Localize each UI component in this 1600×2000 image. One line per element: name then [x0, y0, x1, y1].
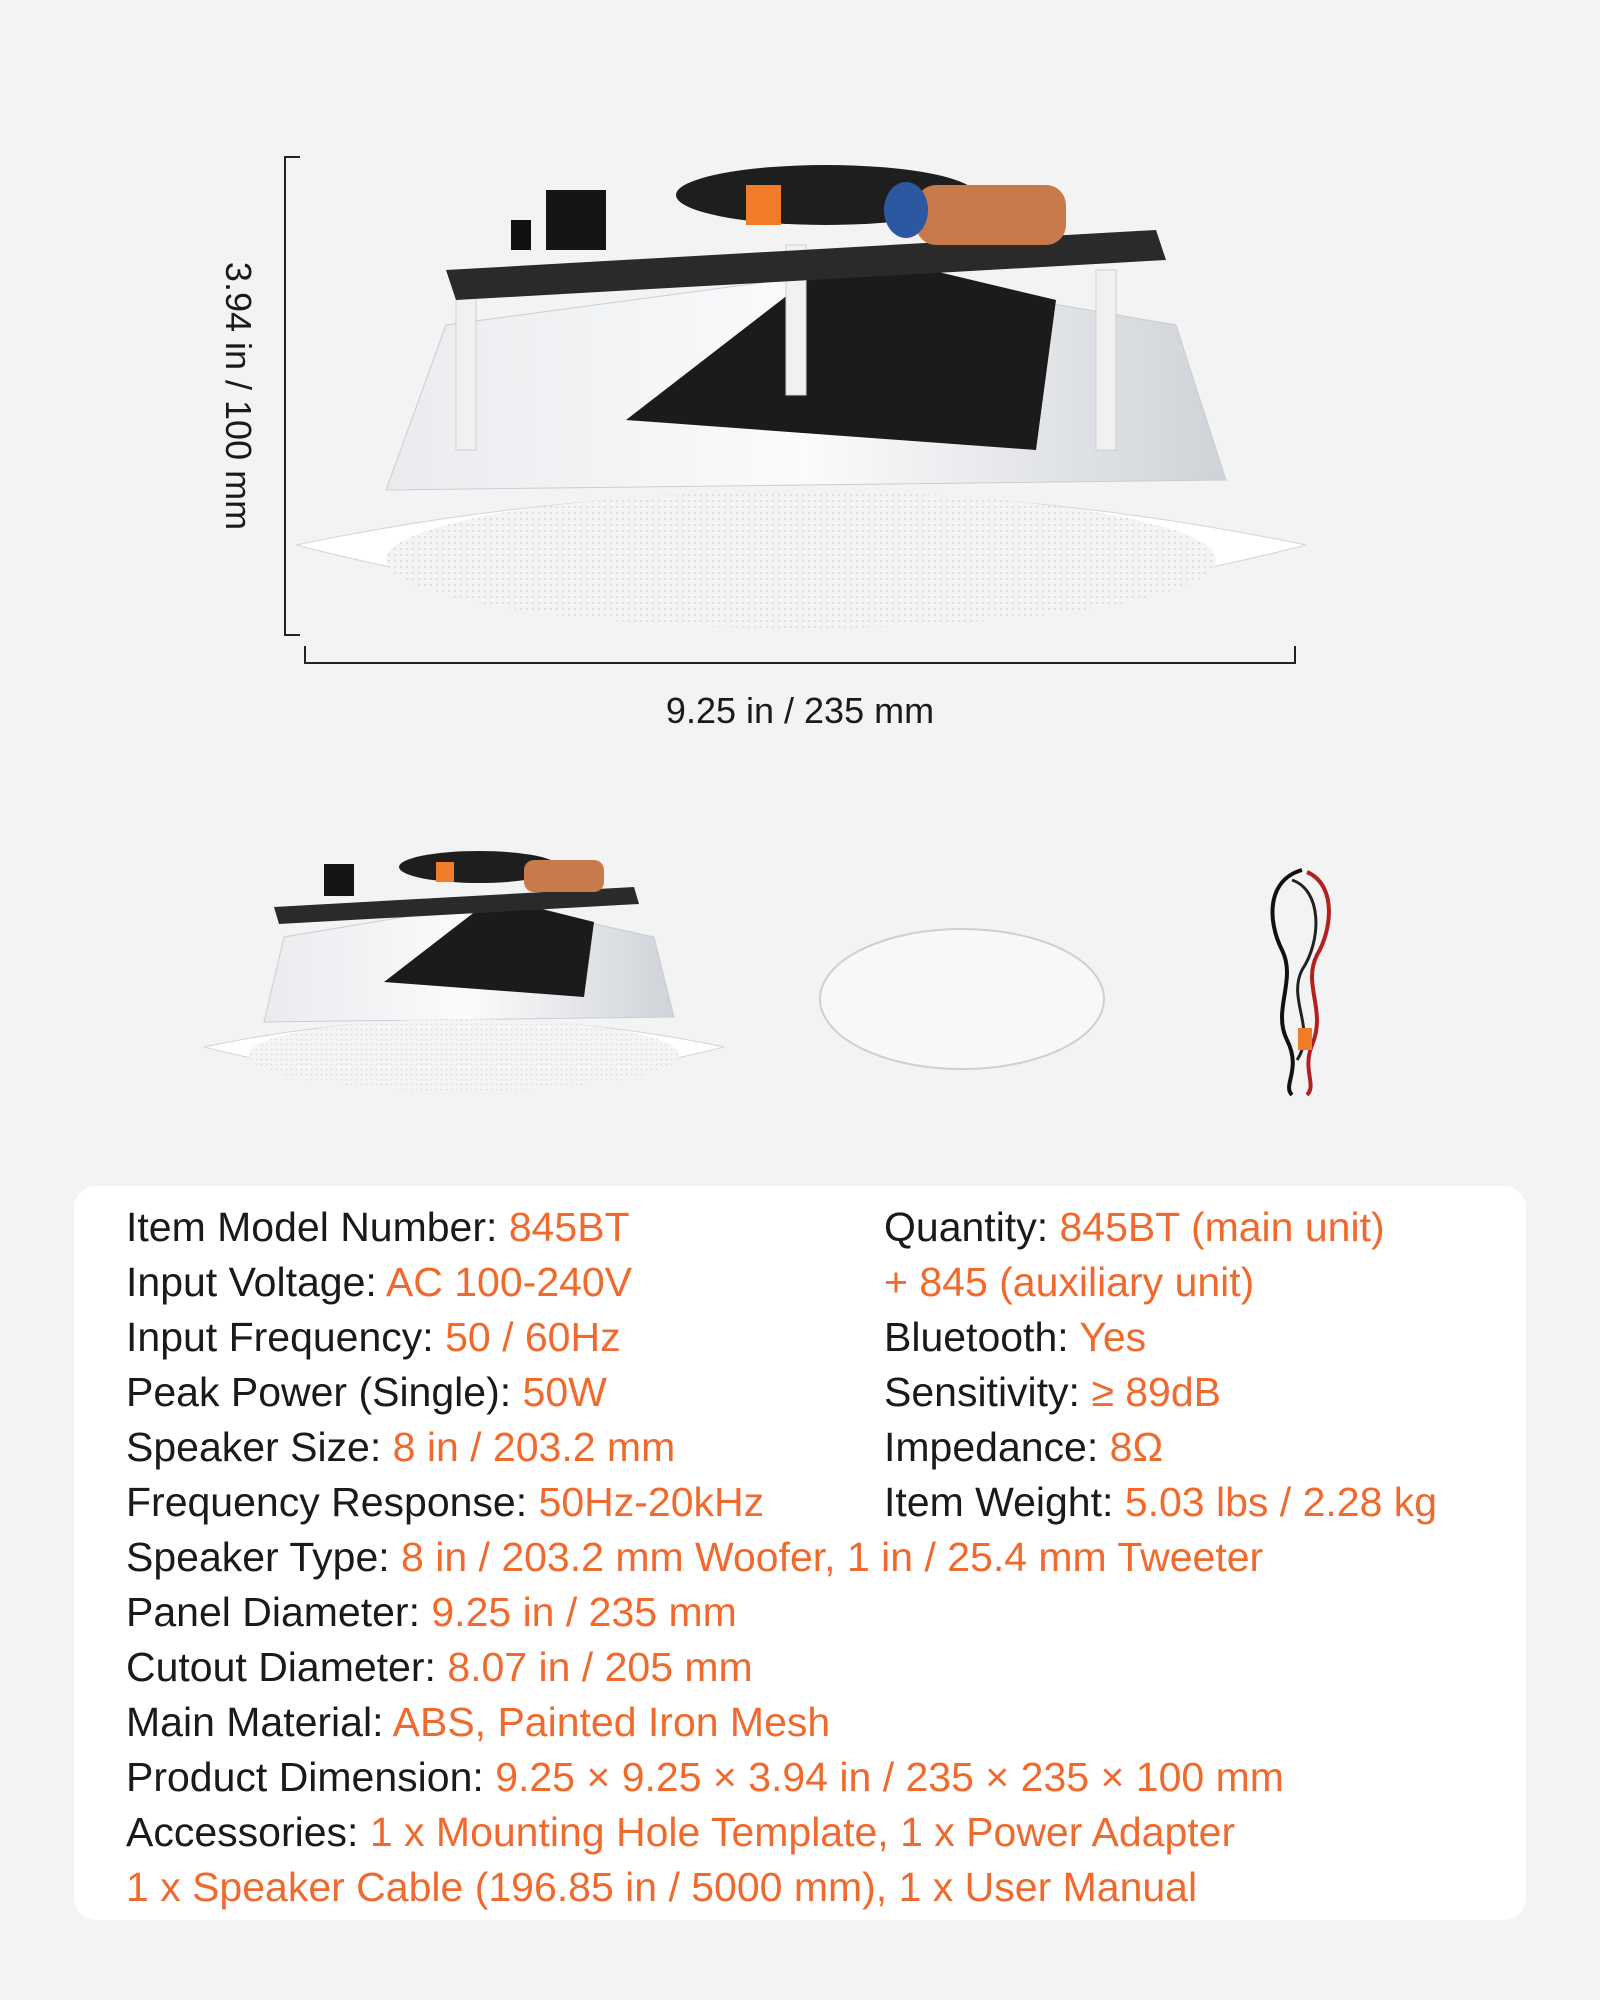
spec-speaker-type: Speaker Type: 8 in / 203.2 mm Woofer, 1 in / 25.4 mm Tweeter — [126, 1534, 1264, 1580]
spec-cutout-diameter: Cutout Diameter: 8.07 in / 205 mm — [126, 1644, 753, 1690]
spec-accessories-continued: 1 x Speaker Cable (196.85 in / 5000 mm), 1 x User Manual — [126, 1864, 1198, 1910]
mounting-template-image — [816, 926, 1108, 1072]
spec-speaker-size: Speaker Size: 8 in / 203.2 mm — [126, 1424, 676, 1470]
width-dimension-marker — [304, 646, 1296, 664]
spec-frequency-response: Frequency Response: 50Hz-20kHz — [126, 1479, 765, 1525]
spec-panel-diameter: Panel Diameter: 9.25 in / 235 mm — [126, 1589, 737, 1635]
spec-quantity: Quantity: 845BT (main unit) — [884, 1204, 1385, 1250]
spec-product-dimension: Product Dimension: 9.25 × 9.25 × 3.94 in / 235 × 235 × 100 mm — [126, 1754, 1284, 1800]
speaker-small-image — [204, 842, 724, 1104]
spec-bluetooth: Bluetooth: Yes — [884, 1314, 1147, 1360]
spec-peak-power: Peak Power (Single): 50W — [126, 1369, 607, 1415]
spec-item-model-number: Item Model Number: 845BT — [126, 1204, 630, 1250]
spec-input-frequency: Input Frequency: 50 / 60Hz — [126, 1314, 621, 1360]
spec-item-weight: Item Weight: 5.03 lbs / 2.28 kg — [884, 1479, 1438, 1525]
width-dimension-label: 9.25 in / 235 mm — [665, 690, 935, 731]
speaker-cable-image — [1262, 860, 1342, 1100]
height-dimension-label: 3.94 in / 100 mm — [218, 261, 259, 531]
spec-quantity-continued: + 845 (auxiliary unit) — [884, 1259, 1255, 1305]
ceiling-speaker-side-image — [296, 150, 1306, 650]
spec-main-material: Main Material: ABS, Painted Iron Mesh — [126, 1699, 831, 1745]
spec-card — [74, 1186, 1526, 1920]
spec-accessories: Accessories: 1 x Mounting Hole Template, 1 x Power Adapter — [126, 1809, 1236, 1855]
height-dimension-marker — [284, 156, 300, 636]
spec-input-voltage: Input Voltage: AC 100-240V — [126, 1259, 633, 1305]
spec-sensitivity: Sensitivity: ≥ 89dB — [884, 1369, 1222, 1415]
spec-impedance: Impedance: 8Ω — [884, 1424, 1164, 1470]
